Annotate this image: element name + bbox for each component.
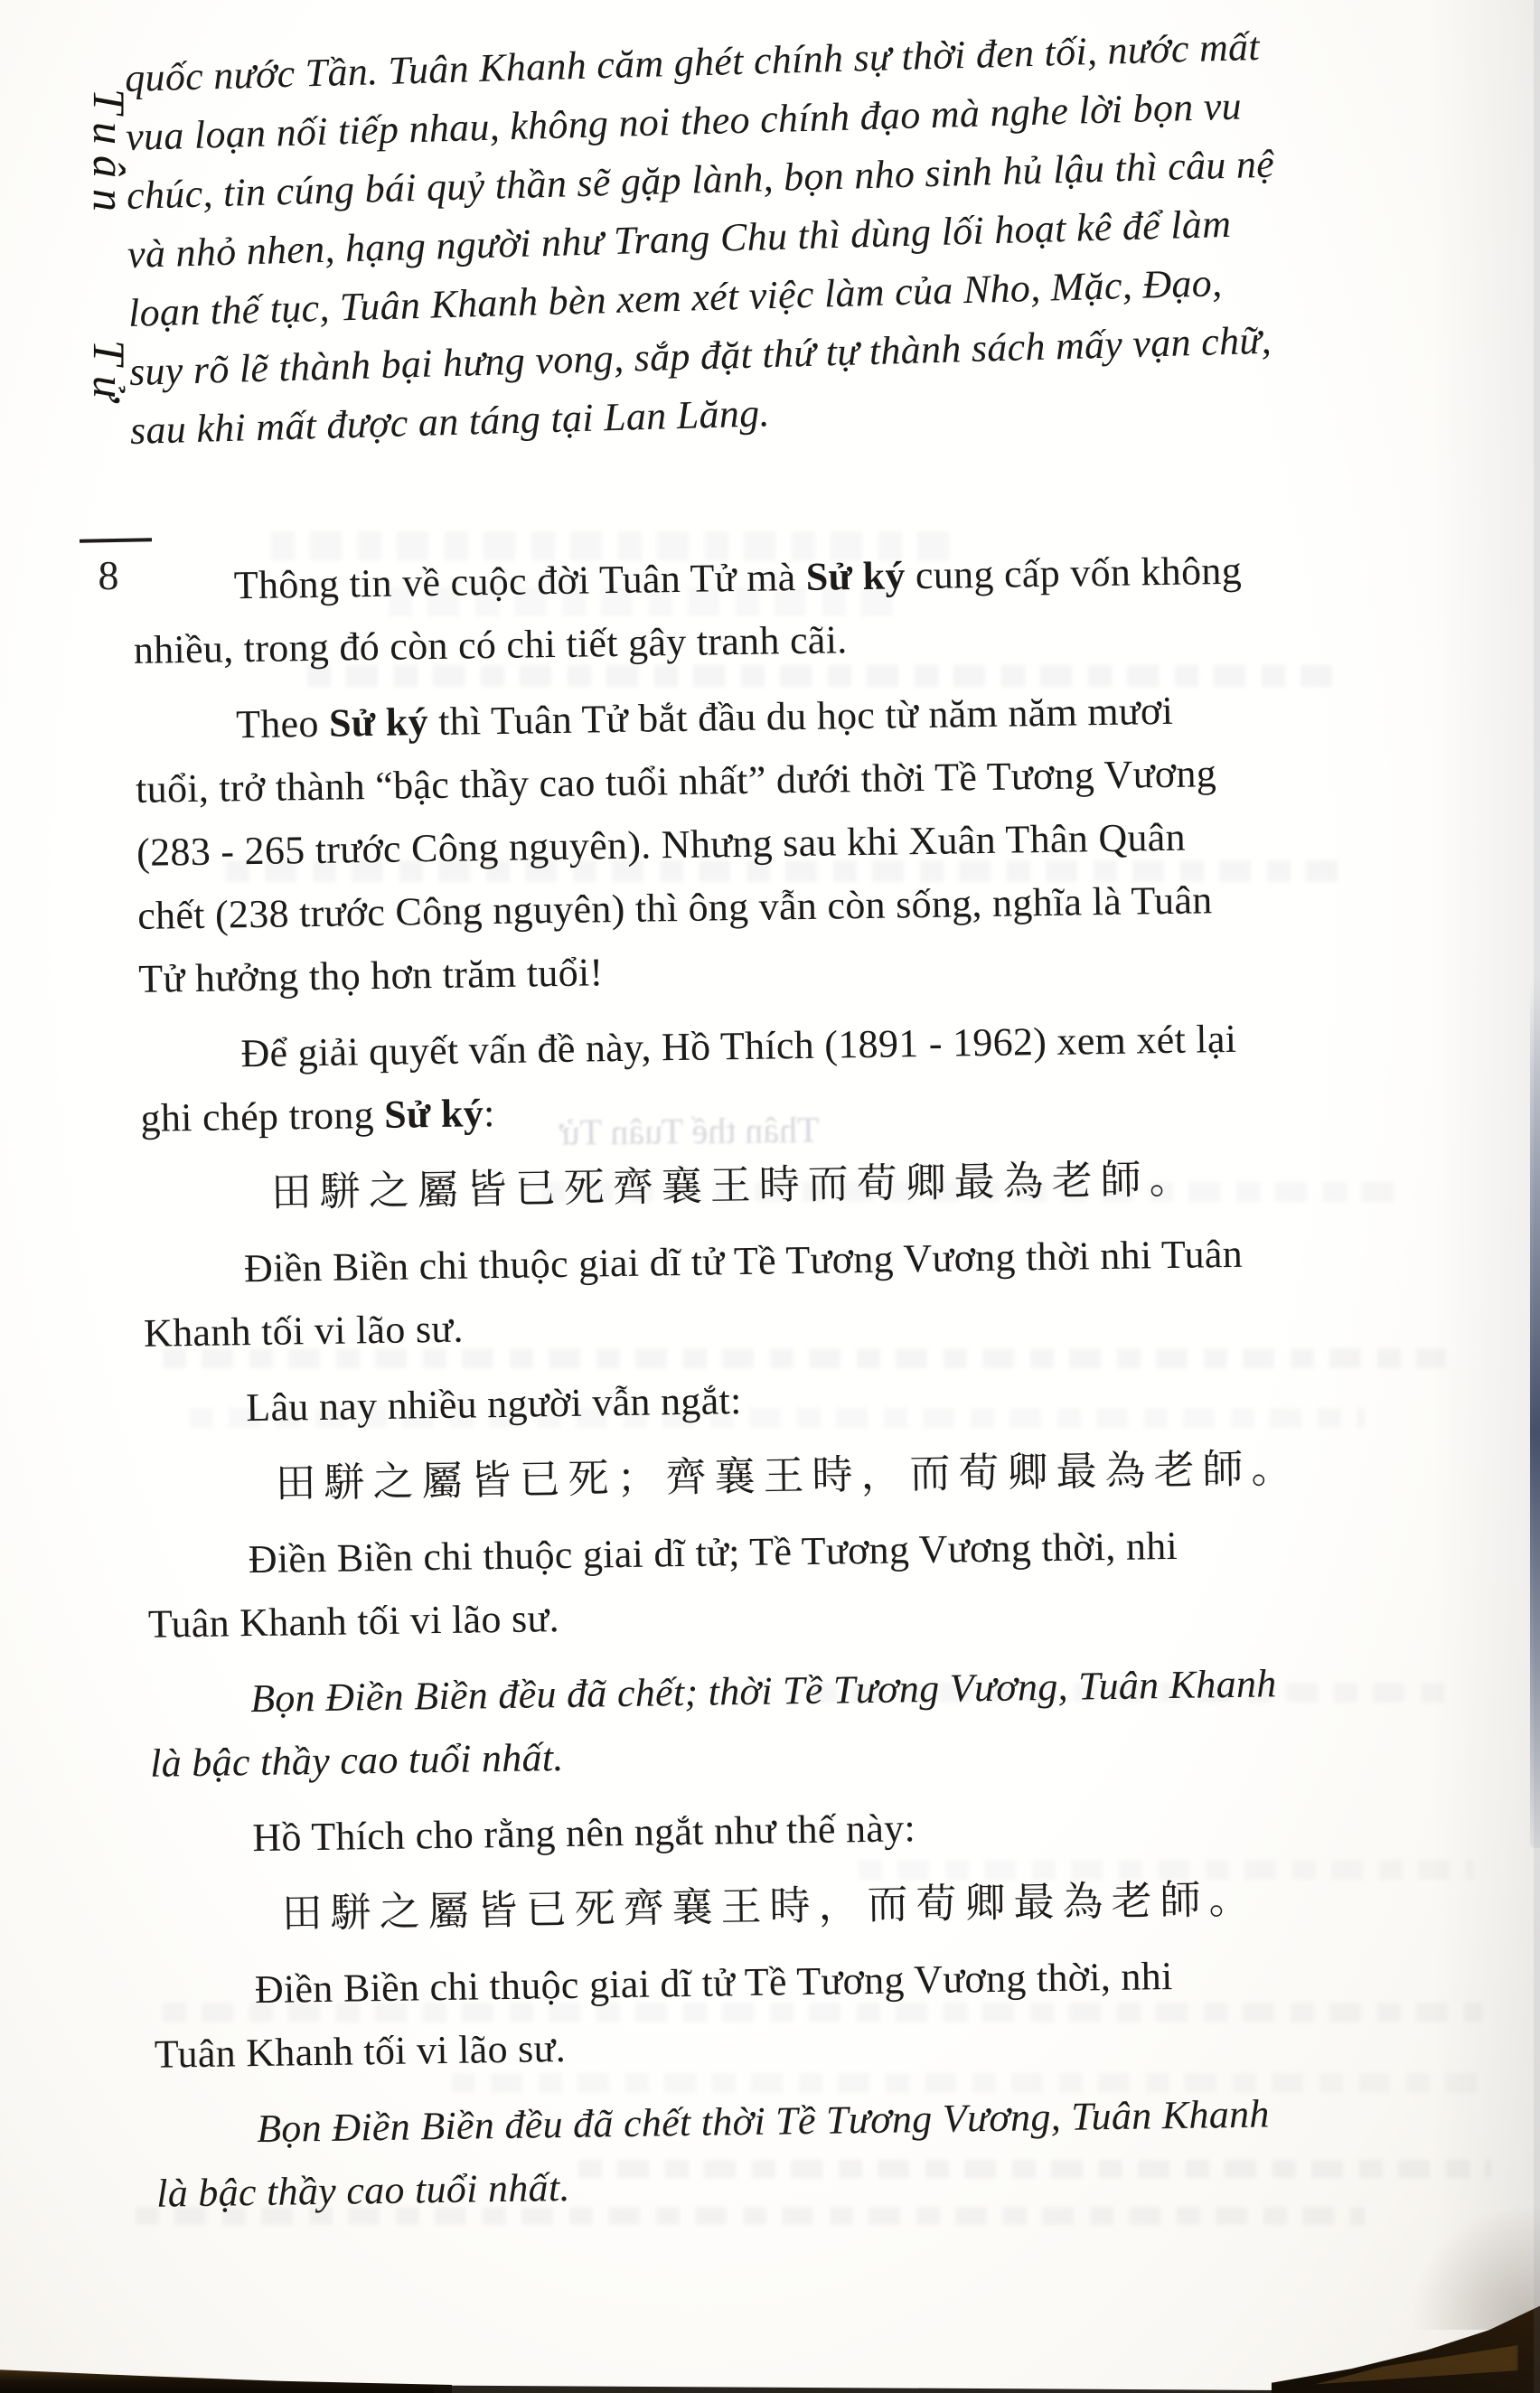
text-line: Điền Biền chi thuộc giai dĩ tử Tề Tương Vương thời nhi Tuân (243, 1231, 1244, 1291)
text-line: Bọn Điền Biền đều đã chết thời Tề Tương Vương, Tuân Khanh (256, 2091, 1270, 2152)
text-line: tuổi, trở thành “bậc thầy cao tuổi nhất” dưới thời Tề Tương Vương (135, 751, 1217, 812)
text-line: (283 - 265 trước Công nguyên). Nhưng sau khi Xuân Thân Quân (136, 814, 1187, 875)
text-line: là bậc thầy cao tuổi nhất. (149, 1735, 564, 1786)
text-line: Điền Biền chi thuộc giai dĩ tử; Tề Tương Vương thời, nhi (248, 1523, 1178, 1582)
running-title-vertical-word1: Tuân (84, 89, 135, 223)
text-line: Điền Biền chi thuộc giai dĩ tử Tề Tương Vương thời, nhi (254, 1954, 1173, 2013)
text-line: 田駢之屬皆已死；齊襄王時，而荀卿最為老師。 (275, 1445, 1301, 1506)
text-line: nhiều, trong đó còn có chi tiết gây tranh cãi. (133, 617, 848, 672)
book-cover-right-edge (1530, 981, 1540, 1848)
text-line: 田駢之屬皆已死齊襄王時而荀卿最為老師。 (270, 1156, 1199, 1215)
text-line: là bậc thầy cao tuổi nhất. (155, 2164, 571, 2216)
running-title-vertical-word2: Tử (84, 340, 135, 412)
text-line: suy rõ lẽ thành bại hưng vong, sắp đặt thứ tự thành sách mấy vạn chữ, (128, 317, 1272, 394)
text-line: Tuân Khanh tối vi lão sư. (154, 2026, 567, 2077)
book-bottom-edge-middle (434, 2382, 1338, 2393)
text-line: Bọn Điền Biền đều đã chết; thời Tề Tương Vương, Tuân Khanh (249, 1661, 1277, 1722)
text-line: Khanh tối vi lão sư. (143, 1306, 465, 1356)
text-line: và nhỏ nhen, hạng người như Trang Chu thì dùng lối hoạt kê để làm (127, 201, 1232, 277)
text-line: Để giải quyết vấn đề này, Hồ Thích (1891 - 1962) xem xét lại (240, 1016, 1237, 1076)
text-line: Tử hưởng thọ hơn trăm tuổi! (137, 950, 604, 1001)
text-line: chúc, tin cúng bái quỷ thần sẽ gặp lành, bọn nho sinh hủ lậu thì câu nệ (126, 141, 1275, 218)
page-curl-shadow (1410, 2203, 1540, 2330)
book-bottom-edge-left (0, 2366, 452, 2393)
text-line: Tuân Khanh tối vi lão sư. (147, 1596, 560, 1647)
text-line: vua loạn nối tiếp nhau, không noi theo chính đạo mà nghe lời bọn vu (125, 83, 1243, 159)
text-line: Theo Sử ký thì Tuân Tử bắt đầu du học từ năm năm mươi (235, 688, 1174, 747)
page-number: 8 (98, 552, 119, 598)
text-line: chết (238 trước Công nguyên) thì ông vẫn còn sống, nghĩa là Tuân (136, 877, 1213, 938)
text-line: loạn thế tục, Tuân Khanh bèn xem xét việc làm của Nho, Mặc, Đạo, (127, 260, 1223, 335)
text-line: sau khi mất được an táng tại Lan Lăng. (129, 390, 771, 453)
bleedthrough-text: Thân thế Tuân Tử (559, 1109, 820, 1153)
text-line: quốc nước Tần. Tuân Khanh căm ghét chính sự thời đen tối, nước mất (124, 23, 1261, 100)
text-line: 田駢之屬皆已死齊襄王時，而荀卿最為老師。 (281, 1876, 1258, 1937)
text-line: Thông tin về cuộc đời Tuân Tử mà Sử ký cung cấp vốn không (233, 548, 1243, 608)
text-line: Lâu nay nhiều người vẫn ngắt: (245, 1378, 742, 1431)
text-column (124, 23, 1470, 2225)
text-line: Hồ Thích cho rằng nên ngắt như thế này: (252, 1806, 916, 1861)
text-line: ghi chép trong Sử ký: (140, 1091, 495, 1140)
